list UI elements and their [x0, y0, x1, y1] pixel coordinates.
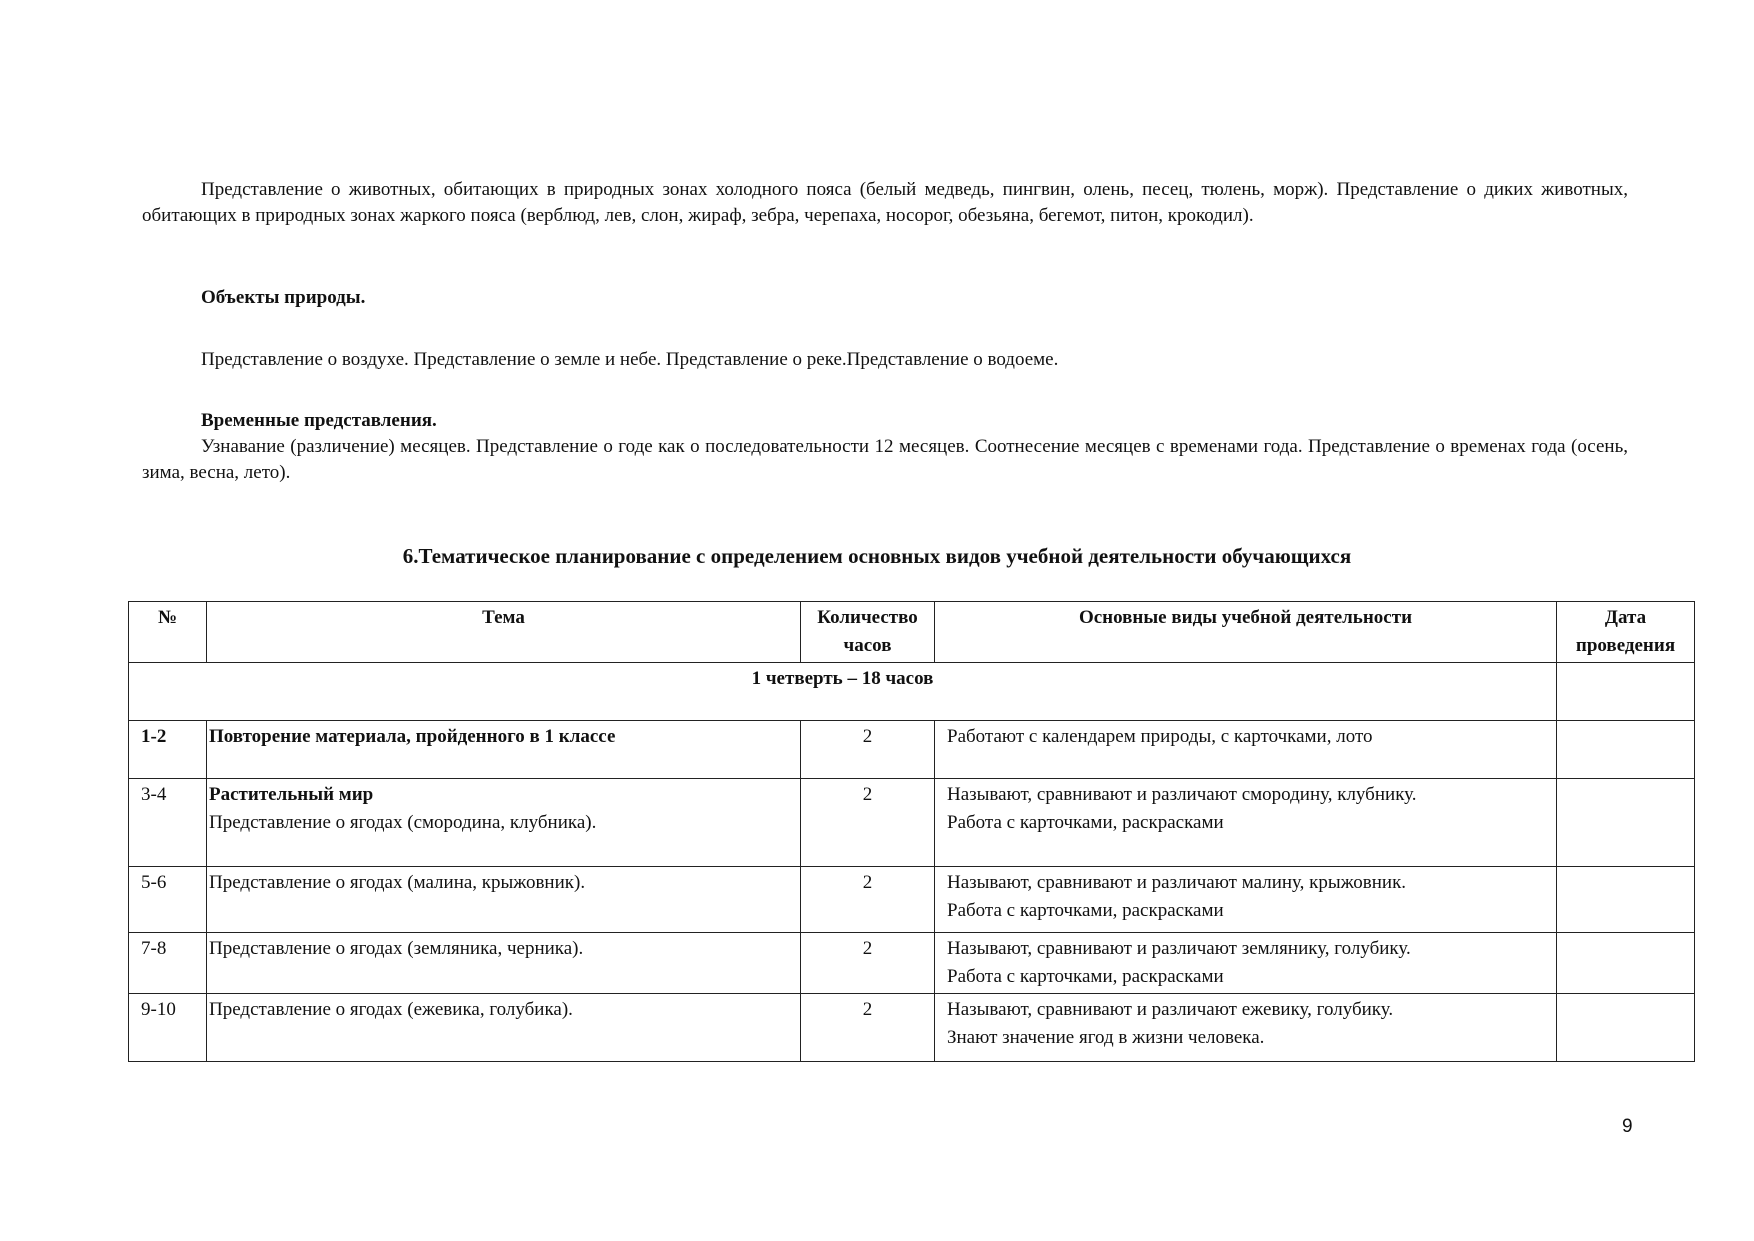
- table-row: [129, 867, 1695, 933]
- row-activity-1: Называют, сравнивают и различают малину, крыжовник.: [947, 872, 1407, 893]
- row-topic: [207, 721, 801, 779]
- row-date: [1557, 933, 1695, 994]
- quarter-row: [129, 663, 1695, 721]
- header-date: Дата проведения: [1557, 602, 1695, 663]
- heading-nature-objects: Объекты природы.: [201, 287, 366, 308]
- row-activities: [935, 779, 1557, 867]
- table-row: [129, 721, 1695, 779]
- table-header-row: [129, 602, 1695, 663]
- row-topic-text: Представление о ягодах (смородина, клубника).: [209, 812, 597, 833]
- row-activities: [935, 994, 1557, 1062]
- table-row: [129, 779, 1695, 867]
- quarter-date-cell: [1557, 663, 1695, 721]
- row-activity-2: Работа с карточками, раскрасками: [947, 900, 1224, 921]
- paragraph-time-text: Узнавание (различение) месяцев. Представление о годе как о последовательности 12 месяцев. Соотнесение месяцев с временами года. Представление о временах года (осень, зима, весна, лето).: [142, 436, 1628, 483]
- paragraph-animals-text: Представление о животных, обитающих в природных зонах холодного пояса (белый медведь, пингвин, олень, песец, тюлень, морж). Представление о диких животных, обитающих в природных зонах жаркого пояса (верблюд, лев, слон, жираф, зебра, черепаха, носорог, обезьяна, бегемот, питон, крокодил).: [142, 179, 1628, 226]
- row-activities: [935, 721, 1557, 779]
- row-topic-text: Представление о ягодах (малина, крыжовник).: [209, 872, 586, 893]
- table-row: [129, 933, 1695, 994]
- table-row: [129, 994, 1695, 1062]
- row-hours: 2: [801, 721, 935, 779]
- row-date: [1557, 721, 1695, 779]
- row-num: 3-4: [129, 779, 207, 867]
- row-date: [1557, 867, 1695, 933]
- row-activity-2: Работа с карточками, раскрасками: [947, 812, 1224, 833]
- planning-table: [128, 601, 1695, 1062]
- row-num: 1-2: [129, 721, 207, 779]
- row-activities: [935, 867, 1557, 933]
- row-topic: [207, 779, 801, 867]
- row-topic-text: Представление о ягодах (ежевика, голубика).: [209, 999, 573, 1020]
- row-topic: [207, 933, 801, 994]
- row-topic-title: Растительный мир: [209, 784, 374, 805]
- quarter-label: 1 четверть – 18 часов: [129, 663, 1557, 721]
- row-activity-2: Знают значение ягод в жизни человека.: [947, 1027, 1265, 1048]
- paragraph-nature: [142, 347, 1628, 373]
- row-topic: [207, 867, 801, 933]
- row-activities: [935, 933, 1557, 994]
- row-num: 9-10: [129, 994, 207, 1062]
- row-topic-text: Представление о ягодах (земляника, черника).: [209, 938, 584, 959]
- row-topic-title: Повторение материала, пройденного в 1 классе: [209, 726, 616, 747]
- header-topic: Тема: [207, 602, 801, 663]
- row-date: [1557, 779, 1695, 867]
- header-hours: Количество часов: [801, 602, 935, 663]
- row-topic: [207, 994, 801, 1062]
- row-hours: 2: [801, 779, 935, 867]
- row-activity-1: Называют, сравнивают и различают смородину, клубнику.: [947, 784, 1417, 805]
- page-number: 9: [1622, 1116, 1633, 1137]
- row-date: [1557, 994, 1695, 1062]
- row-num: 5-6: [129, 867, 207, 933]
- row-activity-1: Называют, сравнивают и различают землянику, голубику.: [947, 938, 1411, 959]
- heading-time: Временные представления.: [201, 410, 437, 431]
- row-hours: 2: [801, 867, 935, 933]
- section-title: 6.Тематическое планирование с определением основных видов учебной деятельности обучающихся: [402, 544, 1352, 568]
- header-activities: Основные виды учебной деятельности: [935, 602, 1557, 663]
- paragraph-nature-text: Представление о воздухе. Представление о земле и небе. Представление о реке.Представление о водоеме.: [201, 349, 1059, 370]
- header-num: №: [129, 602, 207, 663]
- row-activity-1: Работают с календарем природы, с карточками, лото: [947, 726, 1373, 747]
- row-hours: 2: [801, 933, 935, 994]
- row-activity-2: Работа с карточками, раскрасками: [947, 966, 1224, 987]
- paragraph-animals: [142, 177, 1628, 229]
- row-num: 7-8: [129, 933, 207, 994]
- row-activity-1: Называют, сравнивают и различают ежевику, голубику.: [947, 999, 1394, 1020]
- row-hours: 2: [801, 994, 935, 1062]
- paragraph-time: [142, 434, 1628, 486]
